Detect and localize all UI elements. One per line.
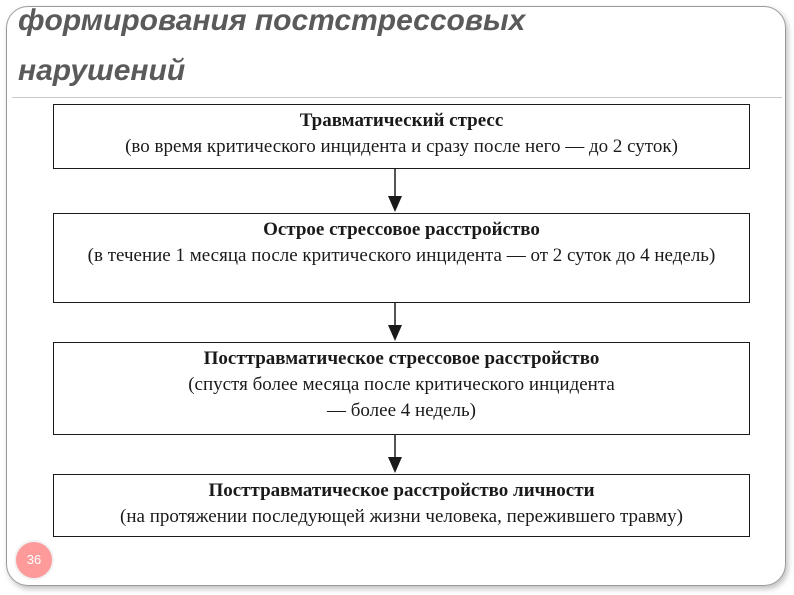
slide-title-line-2: нарушений xyxy=(18,54,186,87)
stage-title: Посттравматическое стрессовое расстройство xyxy=(203,348,600,369)
flow-arrow-1 xyxy=(385,169,405,213)
stage-box-acute-stress-disorder xyxy=(53,213,750,303)
stage-description: (на протяжении последующей жизни человека, пережившего травму) xyxy=(120,506,683,527)
stage-title: Травматический стресс xyxy=(299,110,504,131)
stage-description: (в течение 1 месяца после критического инцидента — от 2 суток до 4 недель) xyxy=(87,245,716,266)
stage-box-traumatic-stress xyxy=(53,104,750,169)
stage-title: Острое стрессовое расстройство xyxy=(263,219,540,240)
flow-arrow-3 xyxy=(385,435,405,474)
stage-description: (во время критического инцидента и сразу после него — до 2 суток) xyxy=(125,136,678,157)
flow-arrow-2 xyxy=(385,303,405,342)
stage-title: Посттравматическое расстройство личности xyxy=(208,480,595,501)
slide-title-line-1: формирования постстрессовых xyxy=(18,4,526,37)
title-divider xyxy=(12,97,782,98)
page-number-badge: 36 xyxy=(14,540,54,580)
stage-description: (спустя более месяца после критического инцидента — более 4 недель) xyxy=(188,374,615,421)
stage-box-ptsd xyxy=(53,342,750,435)
slide-title xyxy=(18,0,718,96)
stage-box-post-traumatic-personality-disorder xyxy=(53,474,750,537)
